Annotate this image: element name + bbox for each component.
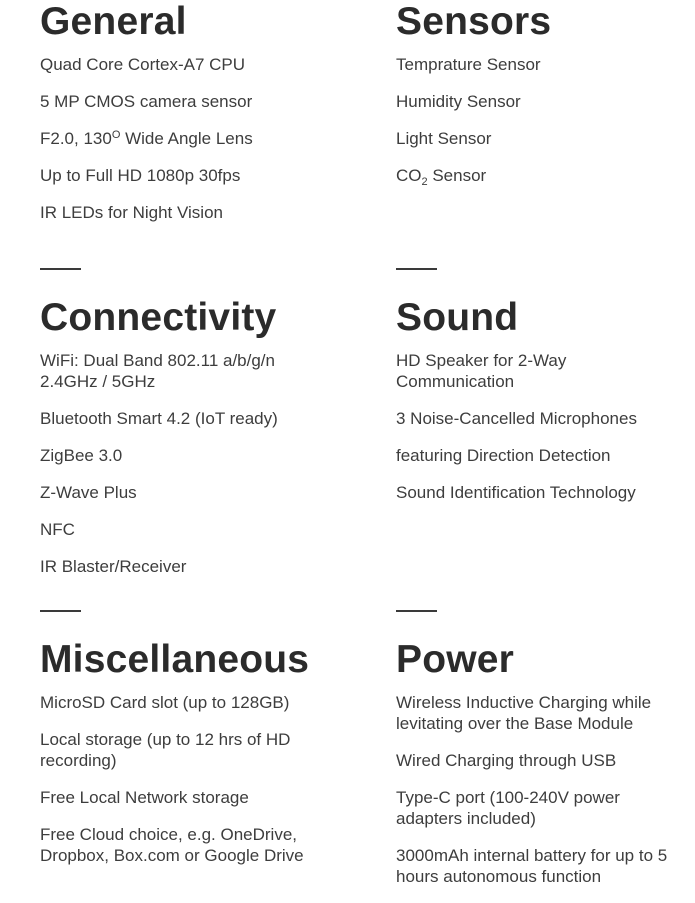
list-item: WiFi: Dual Band 802.11 a/b/g/n 2.4GHz / 5GHz (40, 351, 275, 391)
list-item: Wired Charging through USB (396, 751, 617, 770)
lens-text: F2.0, 130 (40, 129, 112, 148)
section-divider (40, 268, 81, 270)
list-item: Up to Full HD 1080p 30fps (40, 166, 241, 185)
section-miscellaneous (40, 640, 340, 882)
list-item: Temprature Sensor (396, 55, 541, 74)
list-item: Sound Identification Technology (396, 483, 636, 502)
section-general (40, 2, 340, 239)
spec-list (396, 350, 695, 503)
list-item: 5 MP CMOS camera sensor (40, 92, 253, 111)
section-divider (396, 610, 437, 612)
list-item: IR Blaster/Receiver (40, 557, 187, 576)
section-divider (396, 268, 437, 270)
list-item: Bluetooth Smart 4.2 (IoT ready) (40, 409, 278, 428)
co2-text-rest: Sensor (427, 166, 487, 185)
list-item: NFC (40, 520, 75, 539)
lens-text-rest: Wide Angle Lens (120, 129, 253, 148)
spec-list (40, 350, 340, 577)
spec-list (396, 692, 695, 887)
section-connectivity (40, 298, 340, 593)
section-title: General (40, 0, 187, 43)
section-sound (396, 298, 695, 519)
spec-list (396, 54, 695, 186)
section-title: Power (396, 638, 515, 681)
list-item (40, 128, 340, 149)
list-item: Quad Core Cortex-A7 CPU (40, 55, 246, 74)
section-title: Connectivity (40, 296, 277, 339)
section-sensors (396, 2, 695, 202)
list-item: 3 Noise-Cancelled Microphones (396, 409, 637, 428)
co2-subscript: 2 (421, 176, 428, 188)
section-power (396, 640, 695, 903)
spec-list (40, 692, 340, 866)
list-item: ZigBee 3.0 (40, 446, 123, 465)
list-item: HD Speaker for 2-Way Communication (396, 351, 567, 391)
spec-list (40, 54, 340, 223)
list-item: Free Cloud choice, e.g. OneDrive, Dropbox, Box.com or Google Drive (40, 825, 304, 865)
list-item (396, 165, 695, 186)
section-title: Miscellaneous (40, 638, 310, 681)
list-item: Free Local Network storage (40, 788, 249, 807)
list-item: Type-C port (100-240V power adapters included) (396, 788, 620, 828)
section-title: Sensors (396, 0, 552, 43)
co2-text: CO (396, 166, 422, 185)
list-item: Wireless Inductive Charging while levitating over the Base Module (396, 693, 652, 733)
list-item: Light Sensor (396, 129, 492, 148)
list-item: IR LEDs for Night Vision (40, 203, 223, 222)
section-divider (40, 610, 81, 612)
list-item: Z-Wave Plus (40, 483, 137, 502)
list-item: Humidity Sensor (396, 92, 521, 111)
list-item: 3000mAh internal battery for up to 5 hours autonomous function (396, 846, 668, 886)
degree-superscript: O (111, 129, 121, 141)
section-title: Sound (396, 296, 519, 339)
list-item: Local storage (up to 12 hrs of HD recording) (40, 730, 291, 770)
list-item: MicroSD Card slot (up to 128GB) (40, 693, 290, 712)
list-item: featuring Direction Detection (396, 446, 611, 465)
